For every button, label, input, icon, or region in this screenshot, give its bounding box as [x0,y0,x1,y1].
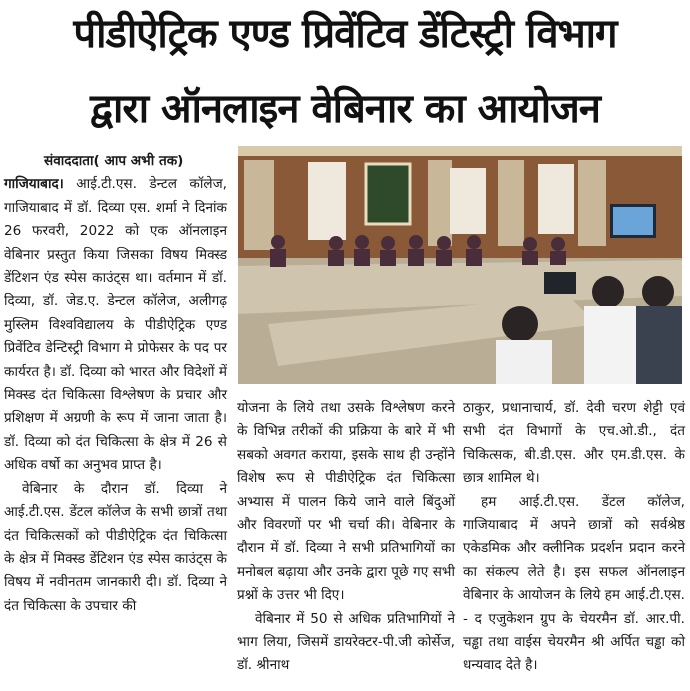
poster [308,162,346,240]
window-blind [498,160,524,246]
tv-display [613,207,653,235]
foreground-participant-head [592,276,624,308]
foreground-participant-body [496,340,552,384]
webinar-photo [238,146,682,384]
window-blind [244,160,274,250]
foreground-participant-head [502,306,538,342]
window-blind [578,160,606,246]
poster [450,168,486,234]
foreground-participant-head [642,276,674,308]
foreground-participant-body [584,306,636,384]
laptop [544,272,576,294]
dateline: गाजियाबाद। [4,176,64,193]
conference-room-illustration [238,146,682,384]
paragraph-text: आई.टी.एस. डेन्टल कॉलेज, गाजियाबाद में डॉ. दिव्या एस. शर्मा ने दिनांक 26 फरवरी, 2022 को एक ऑनलाइन वेबिनार प्रस्तुत किया जिसका विषय मिक्स्ड डेंटिशन एंड स्पेस काउंट्स था। वर्तमान में डॉ. दिव्या, डॉ. जेड.ए. डेन्टल कॉलेज, अलीगढ़ मुस्लिम विश्वविद्यालय के पीडीऐट्रिक एण्ड प्रिवेंटिव डेन्टिस्ट्री विभाग मे प्रोफेसर के पद पर कार्यरत है। डॉ. दिव्या को भारत और विदेशों में मिक्स्ड दंत चिकित्सा विश्लेषण के प्रचार और प्रशिक्षण में अग्रणी के रूप में जाना जाता है। डॉ. दिव्या को दंत चिकित्सा के क्षेत्र में 26 से अधिक वर्षो का अनुभव प्राप्त है। [4,176,228,474]
window-blind [428,160,452,246]
foreground-participant-body [636,306,682,384]
reporter-credit: संवाददाता( आप अभी तक) [44,153,184,169]
article-paragraph: ठाकुर, प्रधानाचार्य, डॉ. देवी चरण शेट्टी एवं सभी दंत विभागों के एच.ओ.डी., दंत चिकित्सक, बी.डी.एस. और एम.डी.एस. के छात्र शामिल थे। [463,400,685,487]
headline-line-2: द्वारा ऑनलाइन वेबिनार का आयोजन [90,86,600,132]
article-paragraph: योजना के लिये तथा उसके विश्लेषण करने के विभिन्न तरीकों की प्रक्रिया के बारे में भी सबको अवगत कराया, इसके साथ ही उन्होंने विशेष रूप से पीडीऐट्रिक दंत चिकित्सा अभ्यास में पालन किये जाने वाले बिंदुओं और विवरणों पर भी चर्चा की। वेबिनार के दौरान में डॉ. दिव्या ने सभी प्रतिभागियों का मनोबल बढ़ाया और उनके द्वारा पूछे गए सभी प्रश्नों के उत्तर भी दिए। [237,400,455,604]
article-column-3 [463,397,685,678]
notice-board [366,164,410,224]
article-paragraph [4,173,227,477]
article-paragraph: हम आई.टी.एस. डेंटल कॉलेज, गाजियाबाद में अपने छात्रों को सर्वश्रेष्ठ एकेडमिक और क्लीनिक प्रदर्शन प्रदान करने का संकल्प लेते है। इस सफल ऑनलाइन वेबिनार के आयोजन के लिये हम आई.टी.एस. - द एजुकेशन ग्रुप के चेयरमैन डॉ. आर.पी. चड्ढा तथा वाईस चेयरमैन श्री अर्पित चड्ढा को धन्यवाद देते है। [463,493,685,674]
article-column-1 [4,150,227,618]
ceiling [238,146,682,156]
poster [538,164,574,234]
article-paragraph: वेबिनार के दौरान डॉ. दिव्या ने आई.टी.एस. डेंटल कॉलेज के सभी छात्रों तथा दंत चिकित्सकों को पीडीऐट्रिक दंत चिकित्सा के क्षेत्र में मिक्स्ड डेंटिशन एंड स्पेस काउंट्स के विषय में नवीनतम जानकारी दी। डॉ. दिव्या ने दंत चिकित्सा के उपचार की [4,480,227,614]
headline-line-1: पीडीऐट्रिक एण्ड प्रिवेंटिव डेंटिस्ट्री विभाग [73,11,617,57]
article-column-2 [237,397,455,678]
article-paragraph: वेबिनार में 50 से अधिक प्रतिभागियों ने भाग लिया, जिसमें डायरेक्टर-पी.जी कोर्सेज, डॉ. श्रीनाथ [237,610,455,674]
